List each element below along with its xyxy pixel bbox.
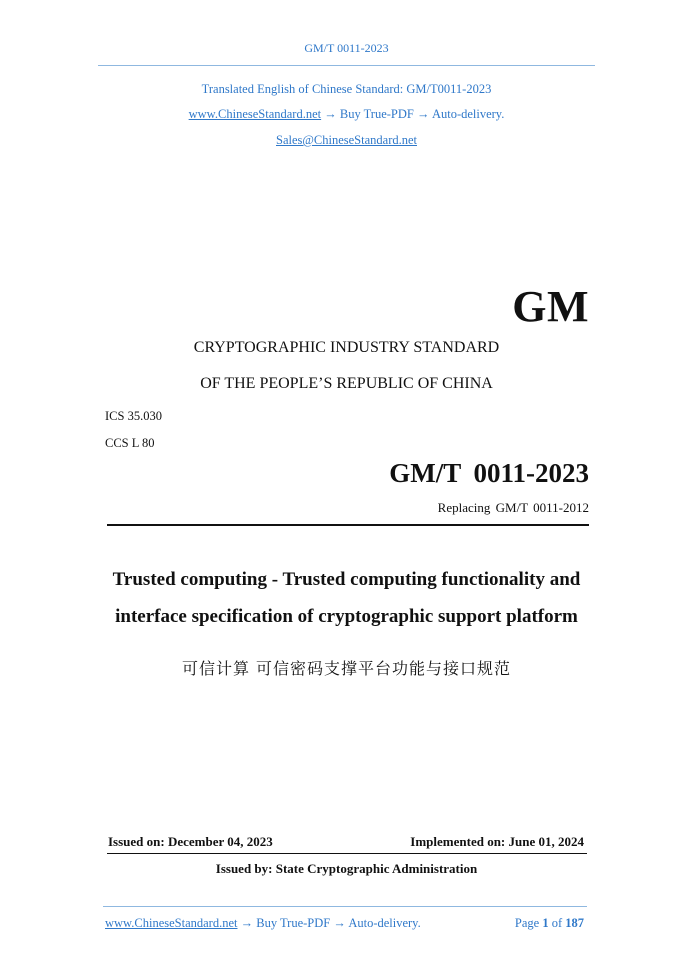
industry-standard-line1: CRYPTOGRAPHIC INDUSTRY STANDARD [193,339,500,356]
footer-auto-text: Auto-delivery. [348,916,421,930]
footer-buy-line [105,916,421,931]
footer-site-link[interactable]: www.ChineseStandard.net [105,916,238,930]
buy-true-pdf-text: Buy True-PDF [339,107,414,121]
page-total: 187 [565,916,584,930]
promo-email-line [0,133,693,148]
auto-delivery-text: Auto-delivery. [431,107,505,121]
promo-buy-line [0,107,693,122]
title-chinese: 可信计算 可信密码支撑平台功能与接口规范 [181,659,512,678]
arrow-right-icon: → [240,916,254,930]
title-line1: Trusted computing - Trusted computing functionality and [112,569,581,590]
footer-buy-text: Buy True-PDF [256,916,331,930]
arrow-right-icon: → [417,107,430,121]
page-indicator [515,916,584,931]
page-label: Page [514,916,540,930]
page-current: 1 [542,916,549,930]
title-line2: interface specification of cryptographic support platform [115,606,578,627]
promo-translated-line: Translated English of Chinese Standard: GM/T0011-2023 [201,82,492,96]
ics-code: ICS 35.030 [105,409,162,423]
page-of: of [551,916,563,930]
arrow-right-icon: → [333,916,346,930]
sales-email-link[interactable]: Sales@ChineseStandard.net [276,133,417,147]
site-link[interactable]: www.ChineseStandard.net [188,107,322,121]
gm-mark: GM [512,282,589,331]
issued-on-date: Issued on: December 04, 2023 [108,834,273,849]
ccs-code: CCS L 80 [105,436,155,450]
industry-standard-line2: OF THE PEOPLE’S REPUBLIC OF CHINA [200,375,493,392]
replacing-note: Replacing GM/T 0011-2012 [437,500,589,515]
header-standard-code: GM/T 0011-2023 [304,41,389,55]
standard-number: GM/T 0011-2023 [389,458,589,488]
issue-divider [107,853,587,854]
header-divider [98,65,595,66]
implemented-on-date: Implemented on: June 01, 2024 [410,834,584,849]
footer-divider [103,906,587,907]
issued-by: Issued by: State Cryptographic Administration [215,861,478,876]
title-divider [107,524,589,526]
arrow-right-icon: → [324,107,337,121]
